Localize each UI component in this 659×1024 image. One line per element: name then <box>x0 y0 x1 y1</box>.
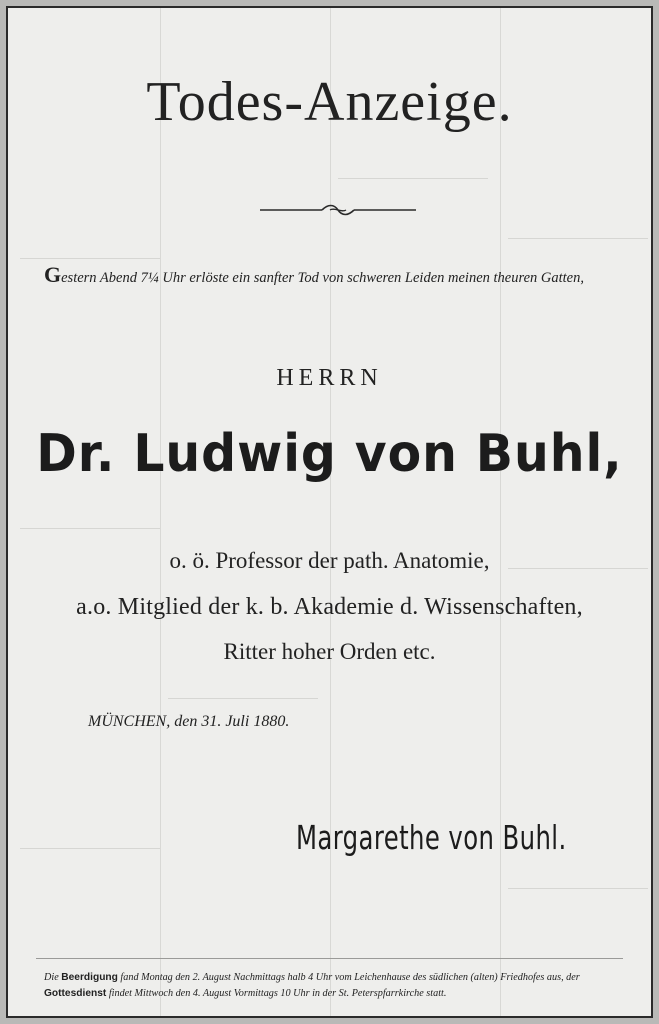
funeral-details <box>44 970 625 1002</box>
background-column-rule <box>330 8 331 1016</box>
footer-text: findet Mittwoch den 4. August Vormittags 10 Uhr in der St. Peterspfarrkirche statt. <box>106 988 447 999</box>
footer-text: fand Montag den 2. August Nachmittags halb 4 Uhr vom Leichenhause des südlichen (alten) Friedhofes aus, der <box>117 972 580 983</box>
deceased-name: Dr. Ludwig von Buhl, <box>36 424 623 484</box>
background-line <box>168 698 318 699</box>
background-line <box>508 888 648 889</box>
footer-text: Die <box>44 972 62 983</box>
notice-title: Todes-Anzeige. <box>146 71 513 133</box>
background-line <box>20 528 160 529</box>
title-line-academy: a.o. Mitglied der k. b. Akademie d. Wissenschaften, <box>76 594 583 620</box>
background-line <box>20 848 160 849</box>
intro-paragraph <box>44 262 615 291</box>
background-line <box>20 258 160 259</box>
ornament-divider <box>260 202 416 218</box>
signatory-name: Margarethe von Buhl. <box>296 818 567 857</box>
obituary-sheet <box>6 6 653 1018</box>
title-line-orders: Ritter hoher Orden etc. <box>223 639 436 664</box>
title-line-professor: o. ö. Professor der path. Anatomie, <box>169 548 490 573</box>
funeral-label: Beerdigung <box>61 972 118 983</box>
background-column-rule <box>160 8 161 1016</box>
background-line <box>508 238 648 239</box>
service-label: Gottesdienst <box>44 988 107 999</box>
place-and-date: MÜNCHEN, den 31. Juli 1880. <box>88 713 290 730</box>
intro-text: estern Abend 7¼ Uhr erlöste ein sanfter Tod von schweren Leiden meinen theuren Gatten, <box>61 270 584 286</box>
background-line <box>338 178 488 179</box>
background-column-rule <box>500 8 501 1016</box>
salutation: HERRN <box>276 365 383 391</box>
footer-divider <box>36 958 623 959</box>
drop-initial: G <box>44 262 62 287</box>
